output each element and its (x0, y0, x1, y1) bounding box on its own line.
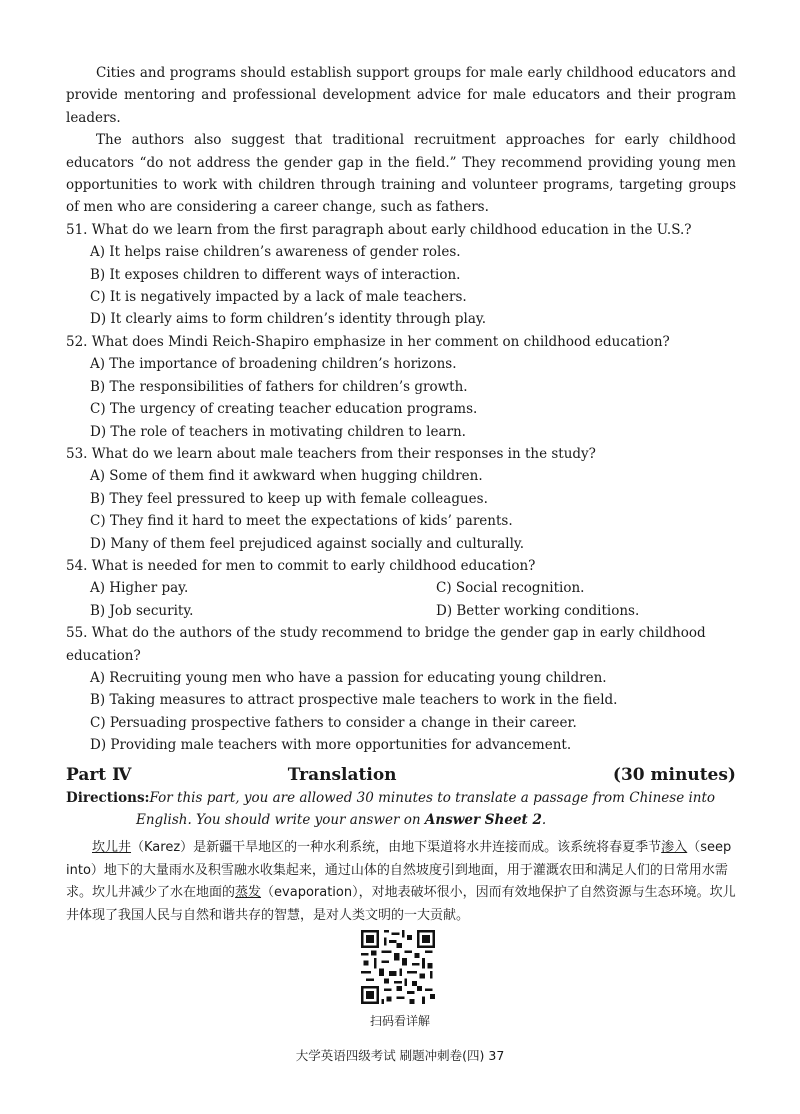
term-seep-into: 渗入 (661, 840, 688, 856)
options-row-2 (90, 600, 736, 622)
question-stem: 53. What do we learn about male teachers from their responses in the study? (66, 445, 596, 462)
directions-line-2: English. You should write your answer on (136, 812, 425, 828)
part-label: Part Ⅳ (66, 764, 132, 785)
option-c[interactable]: C) Social recognition. (436, 580, 585, 597)
question-53 (66, 443, 736, 555)
part-header (66, 765, 736, 785)
question-stem: 55. What do the authors of the study recommend to bridge the gender gap in early childhood education? (66, 625, 706, 664)
term-karez: 坎儿井 (92, 840, 132, 856)
translation-text-2: （seep into）地下的大量雨水及积雪融水收集起来，通过山体的自然坡度引到地面，用于灌溉农田和满足人们的日常用水需求。坎儿井减少了水在地面的 (66, 840, 732, 901)
options-row-1 (90, 577, 736, 599)
directions-label: Directions: (66, 789, 150, 806)
option-a[interactable]: A) Recruiting young men who have a passion for educating young children. (90, 669, 607, 686)
part-time: (30 minutes) (612, 764, 736, 785)
question-stem: 51. What do we learn from the first paragraph about early childhood education in the U.S.? (66, 221, 692, 238)
passage-paragraph-1: Cities and programs should establish support groups for male early childhood educators and provide mentoring and professional development advice for male educators and their program leaders. (66, 65, 736, 126)
option-a[interactable]: A) It helps raise children’s awareness of gender roles. (90, 244, 461, 261)
option-c[interactable]: C) Persuading prospective fathers to consider a change in their career. (90, 714, 577, 731)
option-d[interactable]: D) Providing male teachers with more opportunities for advancement. (90, 737, 572, 754)
option-b[interactable]: B) They feel pressured to keep up with female colleagues. (90, 490, 488, 507)
answer-sheet-ref: Answer Sheet 2 (424, 812, 542, 828)
option-d[interactable]: D) The role of teachers in motivating children to learn. (90, 423, 466, 440)
question-55 (66, 622, 736, 756)
option-d[interactable]: D) Many of them feel prejudiced against socially and culturally. (90, 535, 525, 552)
passage-paragraph-2: The authors also suggest that traditional recruitment approaches for early childhood educators “do not address the gender gap in the field.” They recommend providing young men opportunities to work with children through training and volunteer programs, targeting groups of men who are considering a career change, such as fathers. (66, 132, 736, 216)
translation-passage (66, 837, 736, 927)
page-content (66, 62, 736, 927)
translation-text-1: （Karez）是新疆干旱地区的一种水利系统，由地下渠道将水井连接而成。该系统将春夏季节 (131, 840, 662, 856)
option-b[interactable]: B) It exposes children to different ways of interaction. (90, 266, 461, 283)
question-54 (66, 555, 736, 622)
option-c[interactable]: C) They find it hard to meet the expectations of kids’ parents. (90, 513, 513, 530)
directions-line-2-end: . (541, 812, 547, 828)
qr-caption: 扫码看详解 (369, 1014, 430, 1028)
option-b[interactable]: B) Job security. (90, 602, 194, 619)
question-51 (66, 219, 736, 331)
option-c[interactable]: C) It is negatively impacted by a lack of male teachers. (90, 289, 467, 306)
part-title: Translation (287, 764, 397, 785)
option-d[interactable]: D) It clearly aims to form children’s identity through play. (90, 311, 487, 328)
option-a[interactable]: A) The importance of broadening children’s horizons. (90, 356, 457, 373)
translation-text-3: （evaporation），对地表破坏很小，因而有效地保护了自然资源与生态环境。坎儿井体现了我国人民与自然和谐共存的智慧，是对人类文明的一大贡献。 (66, 885, 736, 923)
option-a[interactable]: A) Some of them find it awkward when hugging children. (90, 468, 483, 485)
page-footer: 大学英语四级考试 刷题冲刺卷(四) 37 (295, 1048, 505, 1063)
term-evaporation: 蒸发 (235, 885, 262, 901)
question-52 (66, 331, 736, 443)
directions (66, 787, 736, 832)
directions-line-1: For this part, you are allowed 30 minutes to translate a passage from Chinese into (149, 789, 716, 806)
option-d[interactable]: D) Better working conditions. (436, 602, 640, 619)
option-b[interactable]: B) The responsibilities of fathers for children’s growth. (90, 378, 468, 395)
option-a[interactable]: A) Higher pay. (90, 580, 189, 597)
qr-code-icon[interactable] (361, 930, 435, 1004)
question-stem: 54. What is needed for men to commit to early childhood education? (66, 557, 536, 574)
option-c[interactable]: C) The urgency of creating teacher education programs. (90, 401, 478, 418)
option-b[interactable]: B) Taking measures to attract prospective male teachers to work in the field. (90, 692, 618, 709)
question-stem: 52. What does Mindi Reich-Shapiro emphasize in her comment on childhood education? (66, 333, 670, 350)
